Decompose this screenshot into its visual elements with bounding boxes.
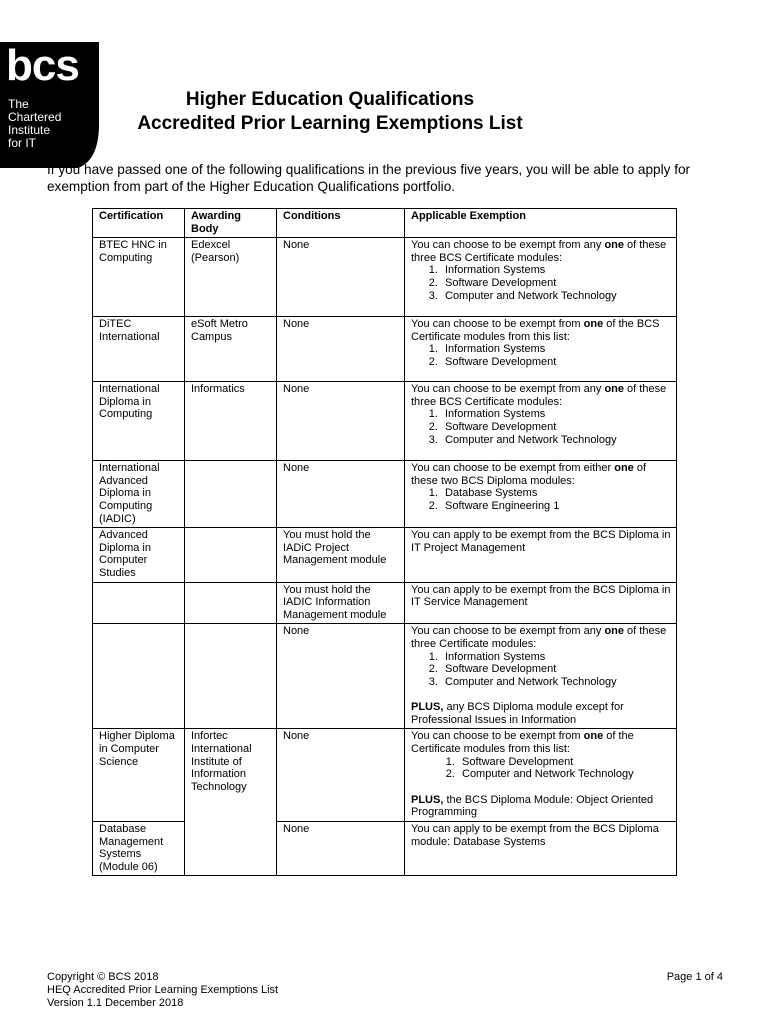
cell-exemption bbox=[405, 729, 677, 822]
cell-awarding-body: Edexcel (Pearson) bbox=[185, 238, 277, 317]
cell-conditions: You must hold the IADIC Information Management module bbox=[277, 582, 405, 624]
cell-awarding-body: eSoft Metro Campus bbox=[185, 317, 277, 382]
cell-exemption bbox=[405, 624, 677, 729]
exemption-text: You can choose to be exempt from either bbox=[411, 462, 615, 475]
cell-awarding-body: Informatics bbox=[185, 382, 277, 461]
bcs-logo-graphic bbox=[0, 42, 99, 168]
cell-exemption bbox=[405, 317, 677, 382]
logo-tagline-2: Chartered bbox=[8, 110, 62, 124]
module-list bbox=[411, 264, 671, 302]
cell-conditions: None bbox=[277, 624, 405, 729]
page-footer bbox=[47, 971, 723, 1010]
table-row bbox=[93, 317, 677, 382]
table-row bbox=[93, 461, 677, 528]
cell-certification: Higher Diploma in Computer Science bbox=[93, 729, 185, 822]
header-conditions: Conditions bbox=[277, 209, 405, 238]
cell-awarding-body: Infortec International Institute of Information Technology bbox=[185, 729, 277, 822]
list-item: 1. Information Systems bbox=[441, 264, 671, 277]
cell-certification: Database Management Systems (Module 06) bbox=[93, 822, 185, 876]
list-item: 2. Software Development bbox=[441, 421, 671, 434]
exemption-text: of these three BCS Certificate modules: bbox=[411, 239, 667, 264]
cell-certification: International Diploma in Computing bbox=[93, 382, 185, 461]
table-row bbox=[93, 729, 677, 822]
cell-exemption bbox=[405, 461, 677, 528]
cell-awarding-body-continued bbox=[185, 528, 277, 582]
bcs-logo bbox=[0, 42, 99, 168]
table-header-row bbox=[93, 209, 677, 238]
cell-conditions: None bbox=[277, 238, 405, 317]
list-item: 1. Database Systems bbox=[441, 487, 671, 500]
cell-exemption: You can apply to be exempt from the BCS Diploma module: Database Systems bbox=[405, 822, 677, 876]
exemption-text: of these three BCS Certificate modules: bbox=[411, 383, 667, 408]
list-item: 2. Software Development bbox=[441, 663, 671, 676]
logo-tagline-4: for IT bbox=[8, 136, 37, 150]
cell-certification: BTEC HNC in Computing bbox=[93, 238, 185, 317]
exemption-text: of the BCS Certificate modules from this list: bbox=[411, 318, 660, 343]
cell-conditions: None bbox=[277, 461, 405, 528]
cell-exemption: You can apply to be exempt from the BCS Diploma in IT Service Management bbox=[405, 582, 677, 624]
table-row bbox=[93, 528, 677, 582]
list-item: 1. Information Systems bbox=[441, 343, 671, 356]
list-item: 2. Software Engineering 1 bbox=[441, 500, 671, 513]
footer-version: Version 1.1 December 2018 bbox=[47, 997, 184, 1009]
list-item: 2. Software Development bbox=[441, 277, 671, 290]
cell-conditions: None bbox=[277, 822, 405, 876]
cell-awarding-body-continued bbox=[185, 822, 277, 876]
exemption-text: of these three Certificate modules: bbox=[411, 625, 667, 650]
exemption-text: You can choose to be exempt from any bbox=[411, 383, 605, 396]
footer-doc-name: HEQ Accredited Prior Learning Exemptions List bbox=[47, 984, 279, 996]
module-list bbox=[411, 651, 671, 689]
exemption-emphasis: one bbox=[614, 462, 634, 475]
list-item: 1. Software Development bbox=[458, 756, 671, 769]
module-list bbox=[411, 756, 671, 781]
list-item: 3. Computer and Network Technology bbox=[441, 434, 671, 447]
cell-exemption bbox=[405, 238, 677, 317]
list-item: 1. Information Systems bbox=[441, 651, 671, 664]
cell-exemption bbox=[405, 382, 677, 461]
cell-conditions: None bbox=[277, 729, 405, 822]
cell-conditions: You must hold the IADiC Project Management module bbox=[277, 528, 405, 582]
exemption-text: You can choose to be exempt from any bbox=[411, 625, 605, 638]
header-awarding-body: Awarding Body bbox=[185, 209, 277, 238]
header-applicable-exemption: Applicable Exemption bbox=[405, 209, 677, 238]
module-list bbox=[411, 343, 671, 368]
plus-text: the BCS Diploma Module: Object Oriented Programming bbox=[411, 793, 654, 819]
table-row bbox=[93, 624, 677, 729]
cell-certification: DiTEC International bbox=[93, 317, 185, 382]
logo-wordmark: bcs bbox=[6, 42, 79, 90]
cell-exemption: You can apply to be exempt from the BCS Diploma in IT Project Management bbox=[405, 528, 677, 582]
plus-emphasis: PLUS, bbox=[411, 701, 444, 714]
cell-certification: International Advanced Diploma in Computing (IADIC) bbox=[93, 461, 185, 528]
cell-awarding-body-continued bbox=[185, 582, 277, 624]
plus-text: any BCS Diploma module except for Professional Issues in Information bbox=[411, 701, 624, 726]
exemption-text: of these two BCS Diploma modules: bbox=[411, 462, 647, 487]
page-title-line-2: Accredited Prior Learning Exemptions List bbox=[137, 113, 523, 134]
footer-page-number: Page 1 of 4 bbox=[666, 971, 723, 983]
cell-certification-continued bbox=[93, 624, 185, 729]
page-title-line-1: Higher Education Qualifications bbox=[185, 89, 475, 110]
list-item: 1. Information Systems bbox=[441, 408, 671, 421]
exemption-text: You can choose to be exempt from bbox=[411, 730, 584, 743]
cell-awarding-body-continued bbox=[185, 624, 277, 729]
list-item: 2. Software Development bbox=[441, 356, 671, 369]
cell-awarding-body-continued bbox=[185, 461, 277, 528]
table-row bbox=[93, 822, 677, 876]
list-item: 3. Computer and Network Technology bbox=[441, 290, 671, 303]
table-row bbox=[93, 582, 677, 624]
intro-paragraph: If you have passed one of the following qualifications in the previous five years, you will be able to apply for exemption from part of the Higher Education Qualifications portfolio. bbox=[47, 162, 691, 194]
cell-certification: Advanced Diploma in Computer Studies bbox=[93, 528, 185, 582]
logo-tagline-1: The bbox=[8, 97, 29, 111]
table-row bbox=[93, 382, 677, 461]
list-item: 2. Computer and Network Technology bbox=[458, 768, 671, 781]
cell-conditions: None bbox=[277, 317, 405, 382]
list-item: 3. Computer and Network Technology bbox=[441, 676, 671, 689]
exemptions-table bbox=[92, 208, 677, 876]
exemption-emphasis: one bbox=[604, 239, 624, 252]
exemption-text: You can choose to be exempt from bbox=[411, 318, 584, 331]
logo-tagline-3: Institute bbox=[8, 123, 51, 137]
exemption-emphasis: one bbox=[583, 318, 604, 331]
header-certification: Certification bbox=[93, 209, 185, 238]
table-row bbox=[93, 238, 677, 317]
footer-copyright: Copyright © BCS 2018 bbox=[47, 971, 159, 983]
exemption-text: You can choose to be exempt from any bbox=[411, 239, 605, 252]
cell-conditions: None bbox=[277, 382, 405, 461]
exemption-emphasis: one bbox=[604, 383, 624, 396]
cell-certification-continued bbox=[93, 582, 185, 624]
plus-emphasis: PLUS, bbox=[411, 793, 444, 806]
exemption-emphasis: one bbox=[604, 625, 624, 638]
module-list bbox=[411, 487, 671, 512]
module-list bbox=[411, 408, 671, 446]
exemption-emphasis: one bbox=[583, 730, 604, 743]
exemption-text: of the Certificate modules from this list: bbox=[411, 730, 634, 756]
